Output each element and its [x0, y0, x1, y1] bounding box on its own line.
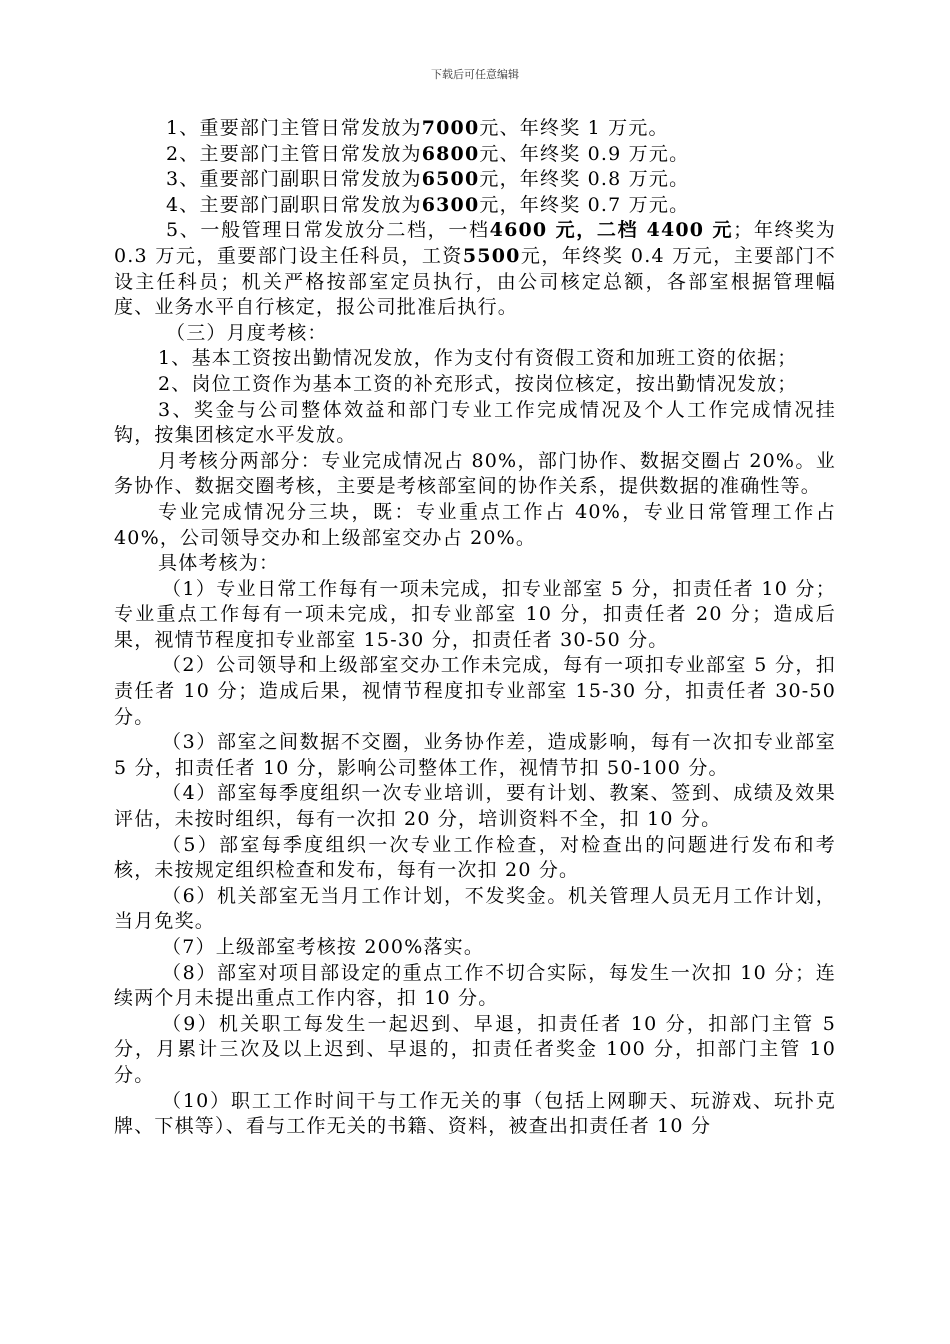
rule-item-1: （1）专业日常工作每有一项未完成，扣专业部室 5 分，扣责任者 10 分；专业重点工作每有一项未完成，扣专业部室 10 分，扣责任者 20 分；造成后果，视情节程度扣专业部室 15-30 分，扣责任者 30-50 分。 — [114, 577, 836, 651]
rule-item-6: （6）机关部室无当月工作计划，不发奖金。机关管理人员无月工作计划，当月免奖。 — [114, 884, 836, 933]
amount: 6300 — [421, 193, 480, 216]
rule-item-2: （2）公司领导和上级部室交办工作未完成，每有一项扣专业部室 5 分，扣责任者 10 分；造成后果，视情节程度扣专业部室 15-30 分，扣责任者 30-50 分。 — [114, 654, 836, 728]
paragraph: 专业完成情况分三块，既：专业重点工作占 40%，专业日常管理工作占 40%，公司领导交办和上级部室交办占 20%。 — [114, 500, 836, 549]
salary-item-1: 1、重要部门主管日常发放为7000元、年终奖 1 万元。 — [166, 117, 669, 139]
amount: 5500 — [462, 244, 521, 267]
document-body — [114, 116, 836, 1140]
rule-item-3: （3）部室之间数据不交圈，业务协作差，造成影响，每有一次扣专业部室 5 分，扣责任者 10 分，影响公司整体工作，视情节扣 50-100 分。 — [114, 731, 836, 779]
rule-item-8: （8）部室对项目部设定的重点工作不切合实际，每发生一次扣 10 分；连续两个月未提出重点工作内容，扣 10 分。 — [114, 961, 836, 1010]
rule-item-4: （4）部室每季度组织一次专业培训，要有计划、教案、签到、成绩及效果评估，未按时组织，每有一次扣 20 分，培训资料不全，扣 10 分。 — [114, 782, 836, 831]
rule-item-7: （7）上级部室考核按 200%落实。 — [162, 936, 485, 958]
rule-item-10: （10）职工工作时间干与工作无关的事（包括上网聊天、玩游戏、玩扑克牌、下棋等）、看与工作无关的书籍、资料，被查出扣责任者 10 分 — [114, 1089, 836, 1138]
salary-item-4: 4、主要部门副职日常发放为6300元，年终奖 0.7 万元。 — [166, 193, 690, 216]
salary-item-5: 5、一般管理日常发放分二档，一档4600 元，二档 4400 元；年终奖为 0.3 万元，重要部门设主任科员，工资5500元，年终奖 0.4 万元，主要部门不设主任科员；机关严格按部室定员执行，由公司核定总额，各部室根据管理幅度、业务水平自行核定，报公司批准后执行。 — [114, 219, 836, 319]
salary-item-3: 3、重要部门副职日常发放为6500元，年终奖 0.8 万元。 — [166, 168, 690, 191]
amount: 6800 — [421, 142, 480, 165]
paragraph: 具体考核为： — [158, 552, 280, 575]
paragraph: 1、基本工资按出勤情况发放，作为支付有资假工资和加班工资的依据； — [158, 347, 798, 370]
paragraph: 2、岗位工资作为基本工资的补充形式，按岗位核定，按出勤情况发放； — [158, 372, 798, 395]
salary-item-2: 2、主要部门主管日常发放为6800元、年终奖 0.9 万元。 — [166, 142, 690, 165]
rule-item-5: （5）部室每季度组织一次专业工作检查，对检查出的问题进行发布和考核，未按规定组织检查和发布，每有一次扣 20 分。 — [114, 833, 836, 882]
amount: 6500 — [421, 168, 480, 191]
amount: 4600 元，二档 4400 元 — [489, 219, 734, 242]
page-header: 下载后可任意编辑 — [431, 68, 519, 81]
rule-item-9: （9）机关职工每发生一起迟到、早退，扣责任者 10 分，扣部门主管 5 分，月累计三次及以上迟到、早退的，扣责任者奖金 100 分，扣部门主管 10 分。 — [114, 1012, 836, 1086]
paragraph: 3、奖金与公司整体效益和部门专业工作完成情况及个人工作完成情况挂钩，按集团核定水平发放。 — [114, 398, 836, 447]
amount: 7000 — [421, 117, 480, 139]
paragraph: 月考核分两部分：专业完成情况占 80%，部门协作、数据交圈占 20%。业务协作、数据交圈考核，主要是考核部室间的协作关系，提供数据的准确性等。 — [114, 449, 836, 498]
section-heading: （三）月度考核： — [166, 321, 328, 344]
